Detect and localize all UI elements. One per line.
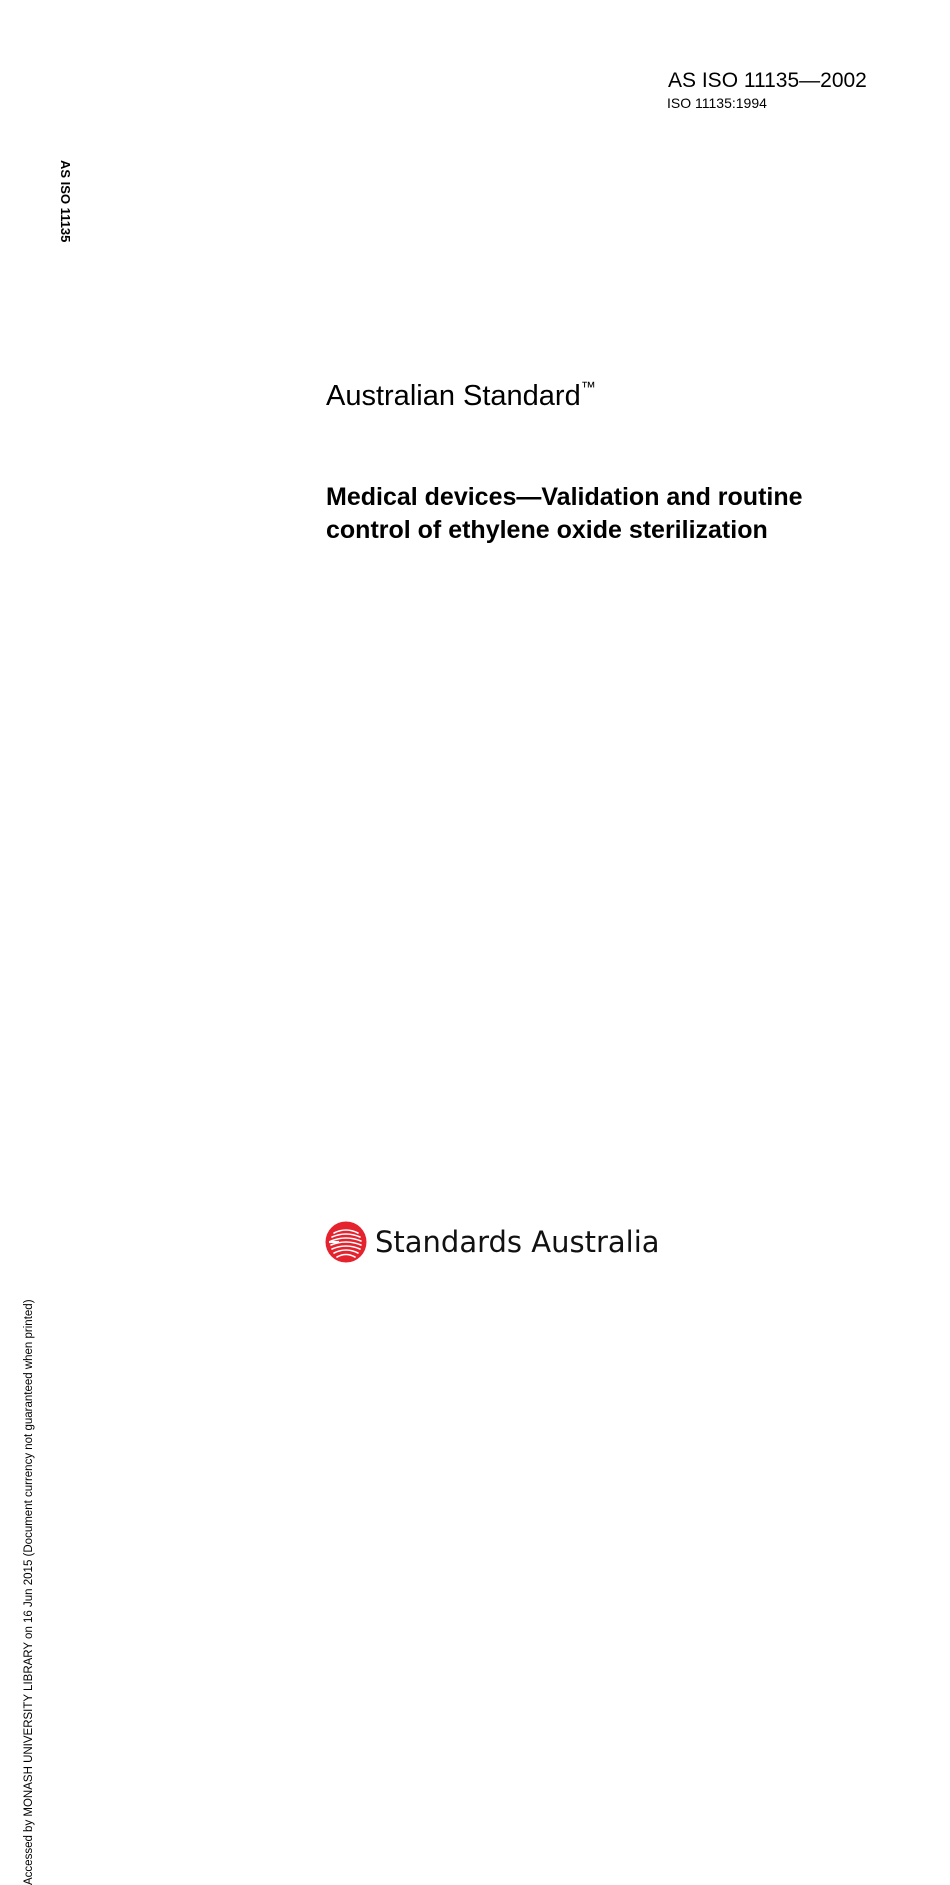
document-title-line-1: Medical devices—Validation and routine xyxy=(326,483,803,511)
iso-reference-number: ISO 11135:1994 xyxy=(667,95,767,111)
document-title-line-2: control of ethylene oxide sterilization xyxy=(326,516,768,544)
publisher-block xyxy=(325,1220,660,1264)
series-title xyxy=(326,378,596,414)
trademark-symbol: ™ xyxy=(580,379,596,396)
document-title xyxy=(326,481,906,547)
spine-label-text: AS ISO 11135 xyxy=(58,160,73,243)
series-title-text: Australian Standard xyxy=(326,380,581,412)
standard-number: AS ISO 11135—2002 xyxy=(668,69,867,92)
spine-label xyxy=(55,160,73,260)
publisher-name: Standards Australia xyxy=(375,1225,660,1259)
standards-australia-logo-icon xyxy=(325,1221,367,1263)
access-note xyxy=(22,600,38,1885)
access-note-text: Accessed by MONASH UNIVERSITY LIBRARY on 16 Jun 2015 (Document currency not guaranteed when printed) xyxy=(23,1299,35,1885)
